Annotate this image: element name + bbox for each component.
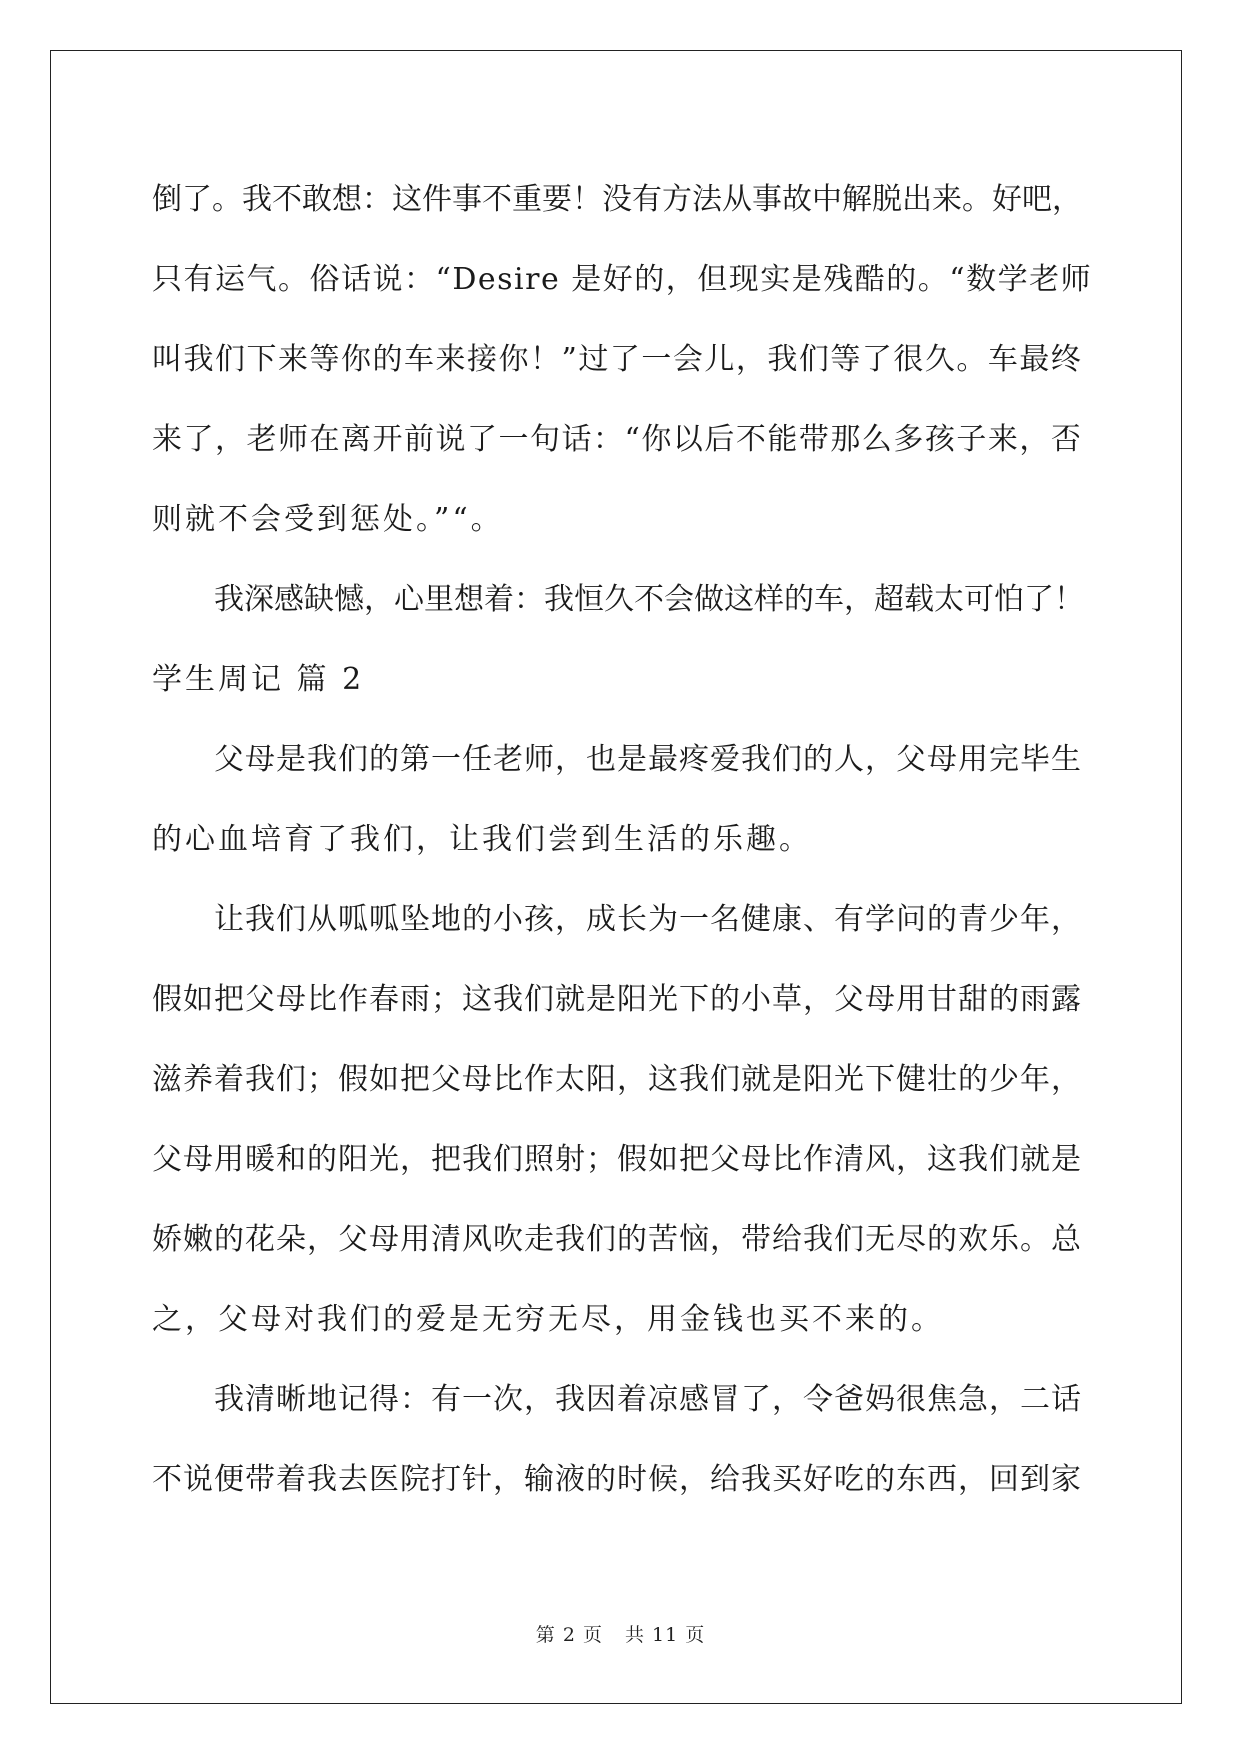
text-line: 假如把父母比作春雨；这我们就是阳光下的小草，父母用甘甜的雨露 xyxy=(152,982,1082,1017)
text-line: 不说便带着我去医院打针，输液的时候，给我买好吃的东西，回到家 xyxy=(152,1462,1082,1497)
paragraph xyxy=(152,1360,1092,1520)
text-line: 让我们从呱呱坠地的小孩，成长为一名健康、有学问的青少年， xyxy=(214,902,1082,937)
text-line: 只有运气。俗话说：“Desire 是好的，但现实是残酷的。“数学老师 xyxy=(152,262,1093,297)
text-line: 父母用暖和的阳光，把我们照射；假如把父母比作清风，这我们就是 xyxy=(152,1142,1082,1177)
text-line: 学生周记 篇 2 xyxy=(152,662,365,697)
text-line: 叫我们下来等你的车来接你！”过了一会儿，我们等了很久。车最终 xyxy=(152,342,1083,377)
text-line: 的心血培育了我们，让我们尝到生活的乐趣。 xyxy=(152,822,812,857)
text-line: 娇嫩的花朵，父母用清风吹走我们的苦恼，带给我们无尽的欢乐。总 xyxy=(152,1222,1082,1257)
text-line: 我深感缺憾，心里想着：我恒久不会做这样的车，超载太可怕了！ xyxy=(214,582,1084,617)
paragraph xyxy=(152,560,1092,640)
paragraph xyxy=(152,720,1092,880)
document-body xyxy=(152,160,1092,1520)
paragraph xyxy=(152,880,1092,1360)
page-number: 第 2 页 xyxy=(535,1624,603,1646)
text-line: 我清晰地记得：有一次，我因着凉感冒了，令爸妈很焦急，二话 xyxy=(214,1382,1082,1417)
text-line: 父母是我们的第一任老师，也是最疼爱我们的人，父母用完毕生 xyxy=(214,742,1082,777)
text-line: 则就不会受到惩处。”“。 xyxy=(152,502,504,537)
section-heading xyxy=(152,640,1092,720)
page-footer xyxy=(0,1620,1241,1647)
text-line: 之，父母对我们的爱是无穷无尽，用金钱也买不来的。 xyxy=(152,1302,944,1337)
text-line: 滋养着我们；假如把父母比作太阳，这我们就是阳光下健壮的少年， xyxy=(152,1062,1082,1097)
paragraph xyxy=(152,160,1092,560)
text-line: 来了，老师在离开前说了一句话：“你以后不能带那么多孩子来，否 xyxy=(152,422,1083,457)
text-line: 倒了。我不敢想：这件事不重要！没有方法从事故中解脱出来。好吧， xyxy=(152,182,1082,217)
page-total: 共 11 页 xyxy=(624,1624,706,1646)
